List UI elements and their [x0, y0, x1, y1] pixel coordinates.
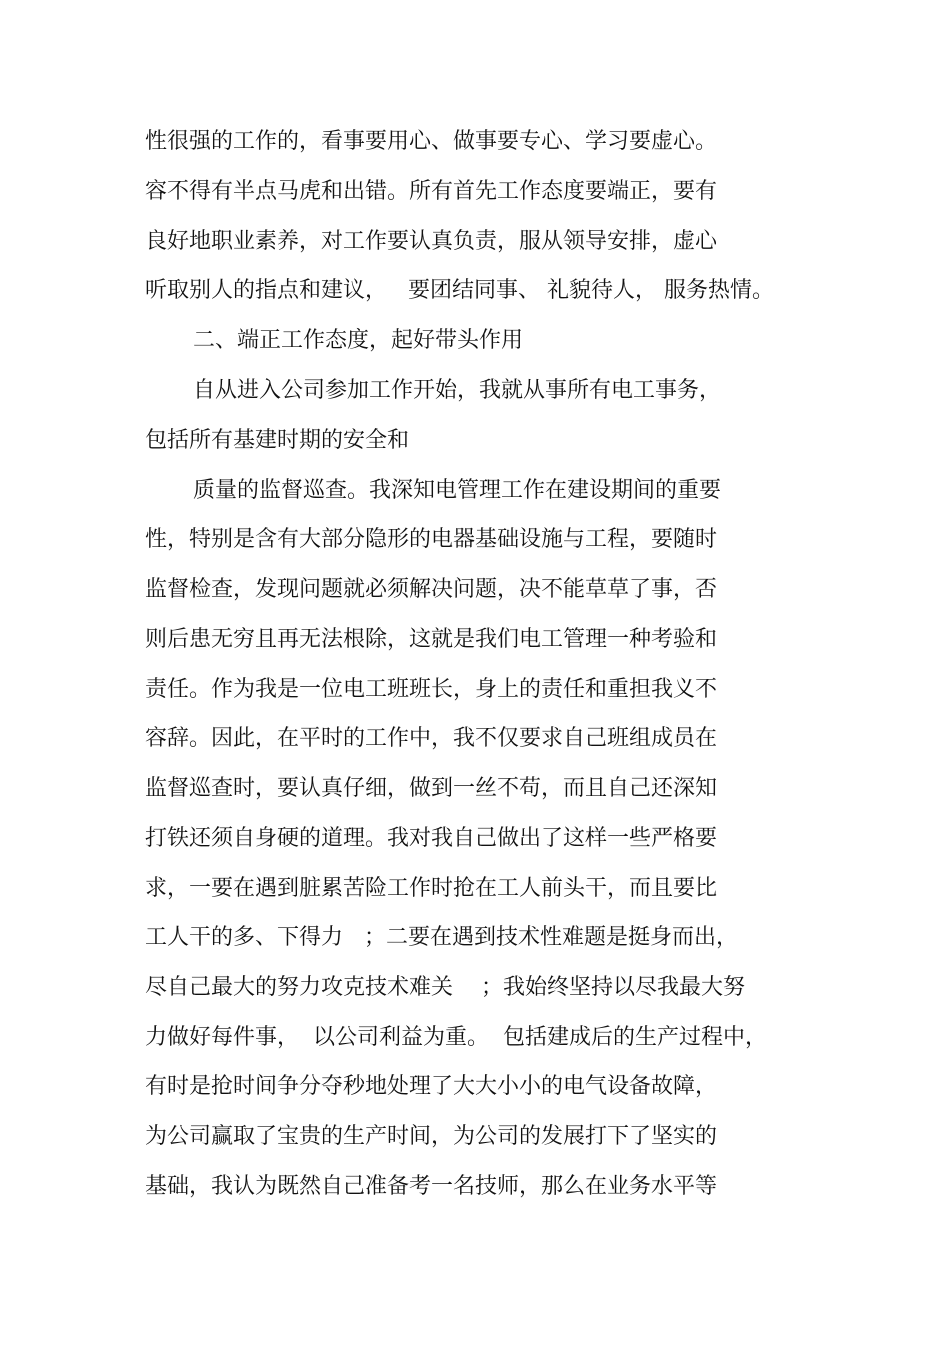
text-line-11: 则后患无穷且再无法根除，这就是我们电工管理一种考验和 — [145, 627, 718, 652]
text-line-21: 为公司赢取了宝贵的生产时间，为公司的发展打下了坚实的 — [145, 1124, 718, 1149]
text-line-7: 包括所有基建时期的安全和 — [145, 428, 410, 453]
text-line-2: 容不得有半点马虎和出错。所有首先工作态度要端正，要有 — [145, 179, 718, 204]
text-line-17: 工人干的多、下得力 ；二要在遇到技术性难题是挺身而出， — [145, 925, 738, 950]
text-line-22: 基础，我认为既然自己准备考一名技师，那么在业务水平等 — [145, 1174, 718, 1199]
text-line-14: 监督巡查时，要认真仔细，做到一丝不苟，而且自己还深知 — [145, 776, 718, 801]
section-heading: 二、端正工作态度，起好带头作用 — [193, 328, 524, 353]
text-line-20: 有时是抢时间争分夺秒地处理了大大小小的电气设备故障， — [145, 1074, 718, 1099]
text-line-8: 质量的监督巡查。我深知电管理工作在建设期间的重要 — [193, 478, 722, 503]
text-line-1: 性很强的工作的，看事要用心、做事要专心、学习要虚心。 — [145, 129, 718, 154]
text-line-12: 责任。作为我是一位电工班班长，身上的责任和重担我义不 — [145, 677, 718, 702]
text-line-3: 良好地职业素养，对工作要认真负责，服从领导安排，虚心 — [145, 229, 718, 254]
text-line-15: 打铁还须自身硬的道理。我对我自己做出了这样一些严格要 — [145, 826, 718, 851]
text-line-10: 监督检查，发现问题就必须解决问题，决不能草草了事，否 — [145, 577, 718, 602]
text-line-13: 容辞。因此，在平时的工作中，我不仅要求自己班组成员在 — [145, 726, 718, 751]
text-line-16: 求，一要在遇到脏累苦险工作时抢在工人前头干，而且要比 — [145, 876, 718, 901]
text-line-9: 性，特别是含有大部分隐形的电器基础设施与工程，要随时 — [145, 527, 718, 552]
text-line-6: 自从进入公司参加工作开始，我就从事所有电工事务， — [193, 378, 722, 403]
text-line-19: 力做好每件事， 以公司利益为重。 包括建成后的生产过程中， — [145, 1025, 767, 1050]
text-line-4: 听取别人的指点和建议， 要团结同事、 礼貌待人， 服务热情。 — [145, 278, 774, 303]
text-line-18: 尽自己最大的努力攻克技术难关 ；我始终坚持以尽我最大努 — [145, 975, 745, 1000]
